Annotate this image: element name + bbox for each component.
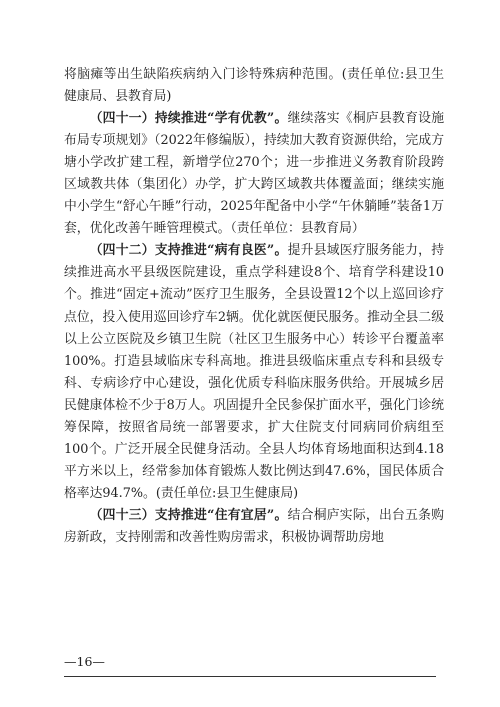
- paragraph-text: 将脑瘫等出生缺陷疾病纳入门诊特殊病种范围。(责任单位:县卫生健康局、县教育局): [64, 67, 444, 105]
- paragraph-42: [64, 240, 444, 505]
- section-heading: （四十二）支持推进“病有良医”。: [89, 243, 288, 259]
- section-heading: （四十一）持续推进“学有优教”。: [89, 111, 288, 127]
- footer-divider: [64, 676, 436, 677]
- paragraph-text: 结合桐庐实际，出台五条购房新政，支持刚需和改善性购房需求，积极协调帮助房地: [64, 507, 444, 545]
- paragraph-continued: [64, 64, 444, 108]
- paragraph-41: [64, 108, 444, 240]
- section-heading: （四十三）支持推进“住有宜居”。: [89, 507, 288, 523]
- page-number: —16—: [64, 654, 105, 669]
- paragraph-43: [64, 505, 444, 549]
- paragraph-text: 提升县域医疗服务能力，持续推进高水平县级医院建设，重点学科建设8个、培育学科建设10个。推进“固定+流动”医疗卫生服务，全县设置12个以上巡回诊疗点位，投入使用巡回诊疗车2辆。优化就医便民服务。推动全县二级以上公立医院及乡镇卫生院（社区卫生服务中心）转诊平台覆盖率100%。打造县域临床专科高地。推进县级临床重点专科和县级专科、专病诊疗中心建设，强化优质专科临床服务供给。开展城乡居民健康体检不少于8万人。巩固提升全民参保扩面水平，强化门诊统筹保障，按照省局统一部署要求，扩大住院支付同病同价病组至100个。广泛开展全民健身活动。全县人均体育场地面积达到4.18平方米以上，经常参加体育锻炼人数比例达到47.6%，国民体质合格率达94.7%。(责任单位:县卫生健康局): [64, 243, 444, 501]
- body-text: [64, 64, 444, 549]
- paragraph-text: 继续落实《桐庐县教育设施布局专项规划》（2022年修编版），持续加大教育资源供给，完成方塘小学改扩建工程，新增学位270个；进一步推进义务教育阶段跨区域教共体（集团化）办学，扩大跨区域教共体覆盖面；继续实施中小学生“舒心午睡”行动，2025年配备中小学“午休躺睡”装备1万套，优化改善午睡管理模式。（责任单位：县教育局）: [64, 111, 444, 237]
